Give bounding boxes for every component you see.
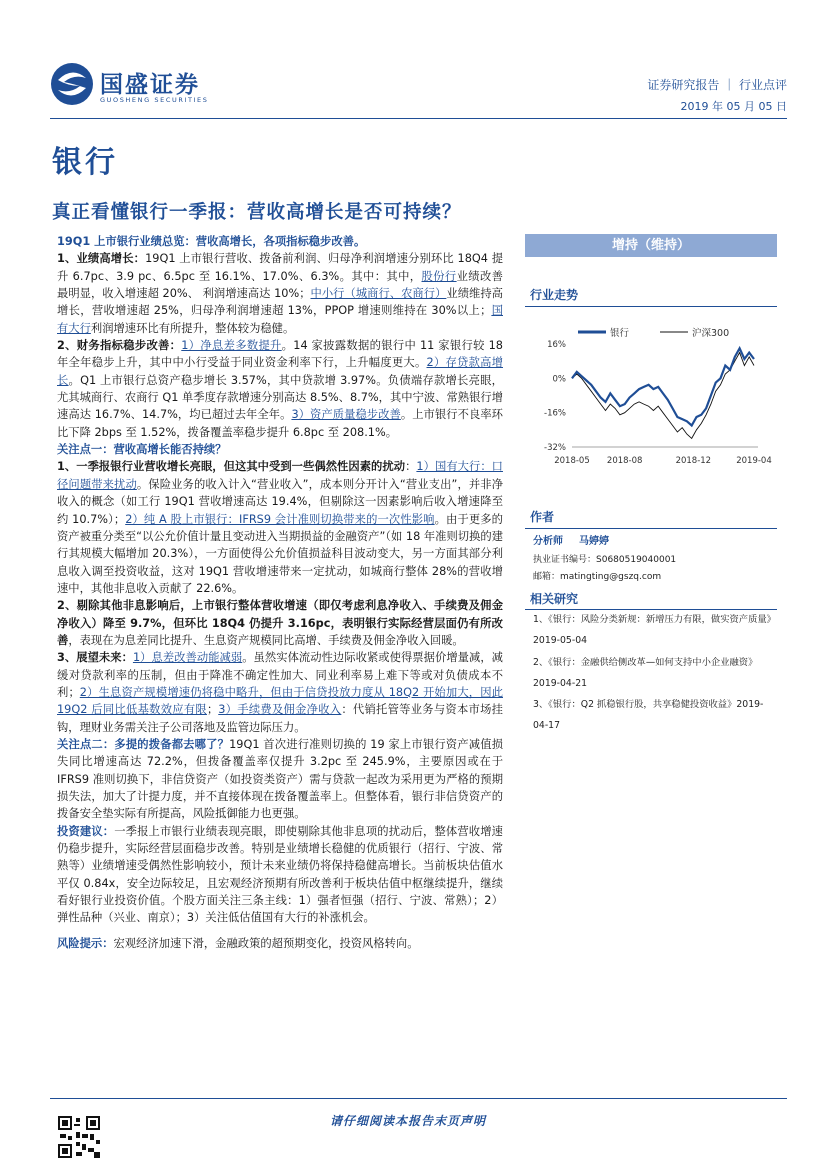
disturbance-ifrs9: 2）纯 A 股上市银行：IFRS9 会计准则切换带来的一次性影响 bbox=[125, 512, 435, 526]
outlook-text-2: ； bbox=[206, 703, 219, 717]
metrics-nim: 1）净息差多数提升 bbox=[181, 339, 282, 353]
report-type: 证券研究报告 ｜ 行业点评 bbox=[647, 78, 787, 92]
growth-lead: 1、业绩高增长： bbox=[57, 252, 146, 266]
metrics-asset-quality: 3）资产质量稳步改善 bbox=[291, 408, 401, 422]
analyst-role: 分析师 bbox=[533, 536, 563, 547]
analyst-email: 邮箱：matingting@gszq.com bbox=[533, 572, 662, 582]
y-tick-label: 0% bbox=[552, 374, 566, 385]
paragraph-outlook bbox=[57, 649, 503, 736]
outlook-assets: 2）生息资产规模增速仍将稳中略升，但由于信贷投放力度从 18Q2 开始加大，因此 19Q2 后同比低基数效应有限 bbox=[57, 685, 503, 717]
industry-label: 银行 bbox=[52, 145, 118, 180]
metrics-text-2: 。Q1 上市银行总资产稳步增长 3.57%，其中贷款增 3.97%。负债端存款增长亮眼，尤其城商行、农商行 Q1 单季度存款增速分别高达 8.5%、8.7%，其中宁波、常熟银行增速高达 16.7%、14.7%，均已超过去年全年。 bbox=[57, 373, 503, 422]
company-name-en: GUOSHENG SECURITIES bbox=[100, 96, 209, 104]
advice-lead: 投资建议： bbox=[57, 824, 115, 838]
paragraph-core-revenue bbox=[57, 597, 503, 649]
paragraph-disturbance bbox=[57, 458, 503, 597]
author-block bbox=[533, 533, 778, 587]
legend-label-bank: 银行 bbox=[610, 328, 630, 339]
author-divider bbox=[525, 528, 777, 529]
metrics-lead: 2、财务指标稳步改善： bbox=[57, 339, 182, 353]
x-tick-label: 2019-04 bbox=[736, 456, 772, 466]
analyst-name: 马婷婷 bbox=[579, 536, 609, 547]
company-logo bbox=[50, 62, 210, 112]
disturbance-lead: 1、一季报银行业营收增长亮眼，但这其中受到一些偶然性因素的扰动 bbox=[57, 460, 406, 474]
x-tick-label: 2018-08 bbox=[606, 456, 643, 466]
growth-joint-stock: 股份行 bbox=[421, 269, 457, 283]
paragraph-metrics bbox=[57, 337, 503, 441]
focus-one-heading: 关注点一：营收高增长能否持续？ bbox=[57, 443, 227, 457]
paragraph-advice bbox=[57, 823, 503, 927]
paragraph-growth bbox=[57, 250, 503, 337]
metrics-loans: 2）存贷款高增长 bbox=[57, 356, 503, 387]
report-title: 真正看懂银行一季报：营收高增长是否可持续？ bbox=[52, 202, 462, 223]
author-section-title: 作者 bbox=[530, 510, 555, 524]
core-revenue-lead: 2、剔除其他非息影响后，上市银行整体营收增速（即仅考虑利息净收入、手续费及佣金净收入）降至 9.7%，但环比 18Q4 仍提升 3.16pc，表明银行实际经营层面仍有所改善 bbox=[57, 599, 503, 647]
metrics-text-1: 。14 家披露数据的银行中 11 家银行较 18 年全年稳步上升，其中中小行受益于同业资金利率下行，上升幅度更大。 bbox=[57, 339, 503, 370]
summary-heading: 19Q1 上市银行业绩总览：营收高增长，各项指标稳步改善。 bbox=[57, 235, 366, 248]
trend-divider bbox=[525, 306, 777, 307]
related-item[interactable]: 3、《银行：Q2 抓稳银行股，共享稳健投资收益》2019-04-17 bbox=[533, 699, 764, 732]
growth-text-4: 利润增速环比有所提升，整体较为稳健。 bbox=[90, 321, 295, 335]
y-tick-label: 16% bbox=[547, 340, 566, 350]
outlook-fees: 3）手续费及佣金净收入 bbox=[218, 703, 342, 717]
metrics-text-3: 。上市银行不良率环比下降 2bps 至 1.52%，拨备覆盖率稳步提升 6.8pc 至 208.1%。 bbox=[57, 408, 503, 439]
paragraph-provisions bbox=[57, 736, 503, 823]
trend-section-title: 行业走势 bbox=[530, 288, 579, 302]
disturbance-state-banks: 1）国有大行：口径问题带来扰动 bbox=[57, 460, 503, 491]
header-divider bbox=[50, 118, 787, 119]
x-tick-label: 2018-12 bbox=[675, 456, 712, 466]
core-revenue-text: ，表现在为息差同比提升、生息资产规模同比高增、手续费及佣金净收入回暖。 bbox=[68, 633, 464, 647]
x-tick-label: 2018-05 bbox=[554, 456, 590, 466]
outlook-nim: 1）息差改善动能减弱 bbox=[132, 651, 243, 665]
series-line-bank bbox=[572, 348, 754, 425]
footer-divider bbox=[50, 1098, 787, 1099]
risk-text: 宏观经济加速下滑，金融政策的超预期变化，投资风格转向。 bbox=[113, 936, 419, 950]
growth-text: 19Q1 上市银行营收、拨备前利润、归母净利润增速分别环比 18Q4 提升 6.7pc、3.9 pc、6.5pc 至 16.1%、17.0%、6.3%。其中：其中， bbox=[57, 252, 503, 283]
outlook-lead: 3、展望未来： bbox=[57, 651, 133, 665]
y-tick-label: -16% bbox=[544, 408, 566, 419]
footer-disclaimer: 请仔细阅读本报告末页声明 bbox=[330, 1114, 487, 1128]
report-body bbox=[57, 233, 503, 952]
y-tick-label: -32% bbox=[544, 443, 566, 453]
paragraph-risk bbox=[57, 935, 503, 952]
outlook-text-1: 。虽然实体流动性边际收紧或使得票据价增量减，减缓对贷款利率的压制，但由于降准不确定性加大、同业利率易上难下等或对负债成本不利； bbox=[57, 651, 503, 699]
related-research-list bbox=[533, 609, 778, 737]
industry-trend-chart bbox=[530, 322, 780, 472]
outlook-text-3: ：代销托管等业务与资本市场挂钩，理财业务需关注子公司落地及监管边际压力。 bbox=[57, 703, 503, 734]
company-logo-mark bbox=[50, 62, 94, 106]
disturbance-text-2: 。由于更多的资产被重分类至“以公允价值计量且变动进入当期损益的金融资产”（如 18 年准则切换的建行其规模大幅增加 20.3%），一方面使得公允价值损益科目波动变大，另一方面其部分利息收入调至投资收益，这对 19Q1 营收增速带来一定扰动，如城商行整体 28%的营收增速中，其他非息收入贡献了 22.6%。 bbox=[57, 512, 503, 595]
related-section-title: 相关研究 bbox=[530, 592, 579, 606]
analyst-license: 执业证书编号：S0680519040001 bbox=[533, 554, 677, 565]
disturbance-text-1: 。保险业务的收入计入“营业收入”，成本则分开计入“营业支出”，并非净收入的概念（如工行 19Q1 营收增速高达 19.4%，但剔除这一因素影响后收入增速降至约 10.7%）； bbox=[57, 477, 503, 526]
advice-text: 一季报上市银行业绩表现亮眼，即使剔除其他非息项的扰动后，整体营收增速仍稳步提升，实际经营层面稳步改善。特别是业绩增长稳健的优质银行（招行、宁波、常熟等）业绩增速受偶然性影响较小，预计未来业绩仍将保持稳健高增长。当前板块估值水平仅 0.84x，安全边际较足，且宏观经济预期有所改善利于板块估值中枢继续提升，继续看好银行业投资价值。个股方面关注三条主线：1）强者恒强（招行、宁波、常熟）；2）弹性品种（兴业、南京）；3）关注低估值国有大行的补涨机会。 bbox=[57, 824, 503, 925]
focus-two-heading: 关注点二：多提的拨备都去哪了？ bbox=[57, 737, 230, 751]
legend-label-csi300: 沪深300 bbox=[692, 328, 730, 339]
related-item[interactable]: 1、《银行：风险分类新规：新增压力有限，做实资产质量》2019-05-04 bbox=[533, 614, 776, 647]
report-date: 2019 年 05 月 05 日 bbox=[680, 100, 787, 113]
company-name: 国盛证券 bbox=[100, 72, 200, 98]
rating-badge: 增持（维持） bbox=[525, 234, 777, 257]
disturbance-colon: ： bbox=[405, 460, 417, 474]
growth-small-banks: 中小行（城商行、农商行） bbox=[310, 287, 447, 301]
provisions-text: 19Q1 首次进行准则切换的 19 家上市银行资产减值损失同比增速高达 72.2%，但拨备覆盖率仅提升 3.2pc 至 245.9%，主要原因或在于 IFRS9 准则切换下，非信贷资产（如投资类资产）需与贷款一起改为采用更为严格的预期损失法，加大了计提力度，并不直接体现在拨备覆盖率上。但整体看，银行非信贷资产的拨备安全垫实际有所提高，风险抵御能力也更强。 bbox=[57, 737, 503, 821]
growth-text-2: 业绩改善最明显，收入增速超 20%、 利润增速高达 10%； bbox=[57, 269, 503, 301]
related-item[interactable]: 2、《银行：金融供给侧改革—如何支持中小企业融资》2019-04-21 bbox=[533, 656, 758, 689]
growth-text-3: 业绩维持高增长，营收增速超 25%，归母净利润增速超 13%，PPOP 增速则维持在 30%以上； bbox=[57, 287, 503, 318]
risk-lead: 风险提示： bbox=[57, 936, 114, 950]
growth-state-banks: 国有大行 bbox=[57, 304, 503, 335]
qr-code-icon bbox=[58, 1116, 100, 1158]
